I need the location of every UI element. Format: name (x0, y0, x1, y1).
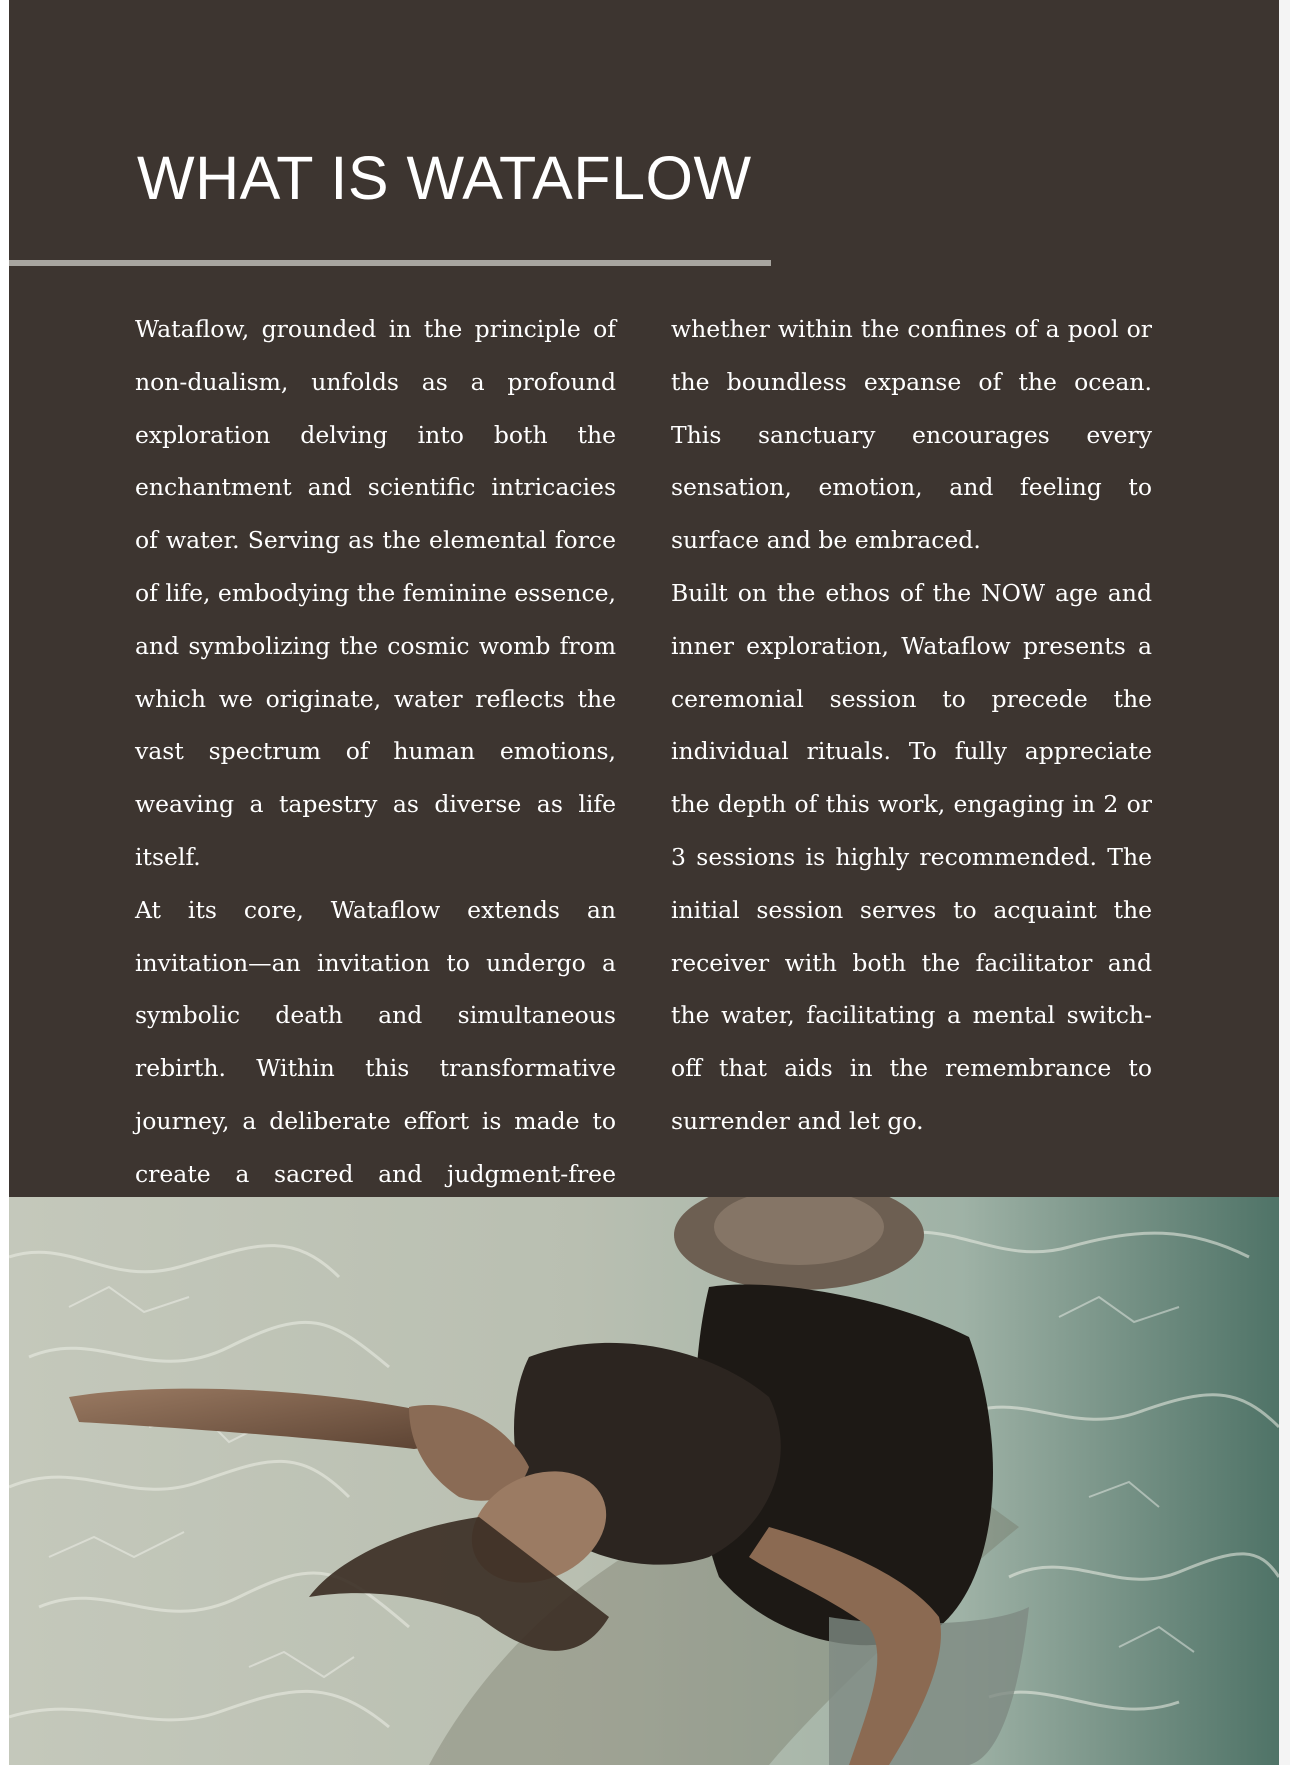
page (9, 0, 1279, 1765)
pool-photo (9, 1197, 1279, 1765)
right-paragraph-2: Built on the ethos of the NOW age and inner exploration, Wataflow presents a ceremonial session to precede the individual rituals. To fully appreciate the depth of this work, engaging in 2 or 3 sessions is highly recommended. The initial session serves to acquaint the receiver with both the facilitator and the water, facilitating a mental switch-off that aids in the remembrance to surrender and let go. (671, 578, 1152, 1135)
pool-photo-illustration (9, 1197, 1279, 1765)
right-paragraph-1: whether within the confines of a pool or the boundless expanse of the ocean. This sanctuary encourages every sensation, emotion, and feeling to surface and be embraced. (671, 315, 1152, 555)
title-divider (9, 260, 771, 266)
left-paragraph-2: At its core, Wataflow extends an invitation—an invitation to undergo a symbolic death and simultaneous rebirth. Within this transformative journey, a deliberate effort is made to create a sacred and judgment-free (135, 895, 616, 1188)
right-text-column (671, 303, 1152, 1148)
page-edge (1279, 0, 1290, 1765)
left-paragraph-1: Wataflow, grounded in the principle of non-dualism, unfolds as a profound exploration delving into both the enchantment and scientific intricacies of water. Serving as the elemental force of life, embodying the feminine essence, and symbolizing the cosmic womb from which we originate, water reflects the vast spectrum of human emotions, weaving a tapestry as diverse as life itself. (135, 315, 616, 871)
page-title: WHAT IS WATAFLOW (137, 144, 752, 212)
left-text-column (135, 303, 616, 1253)
